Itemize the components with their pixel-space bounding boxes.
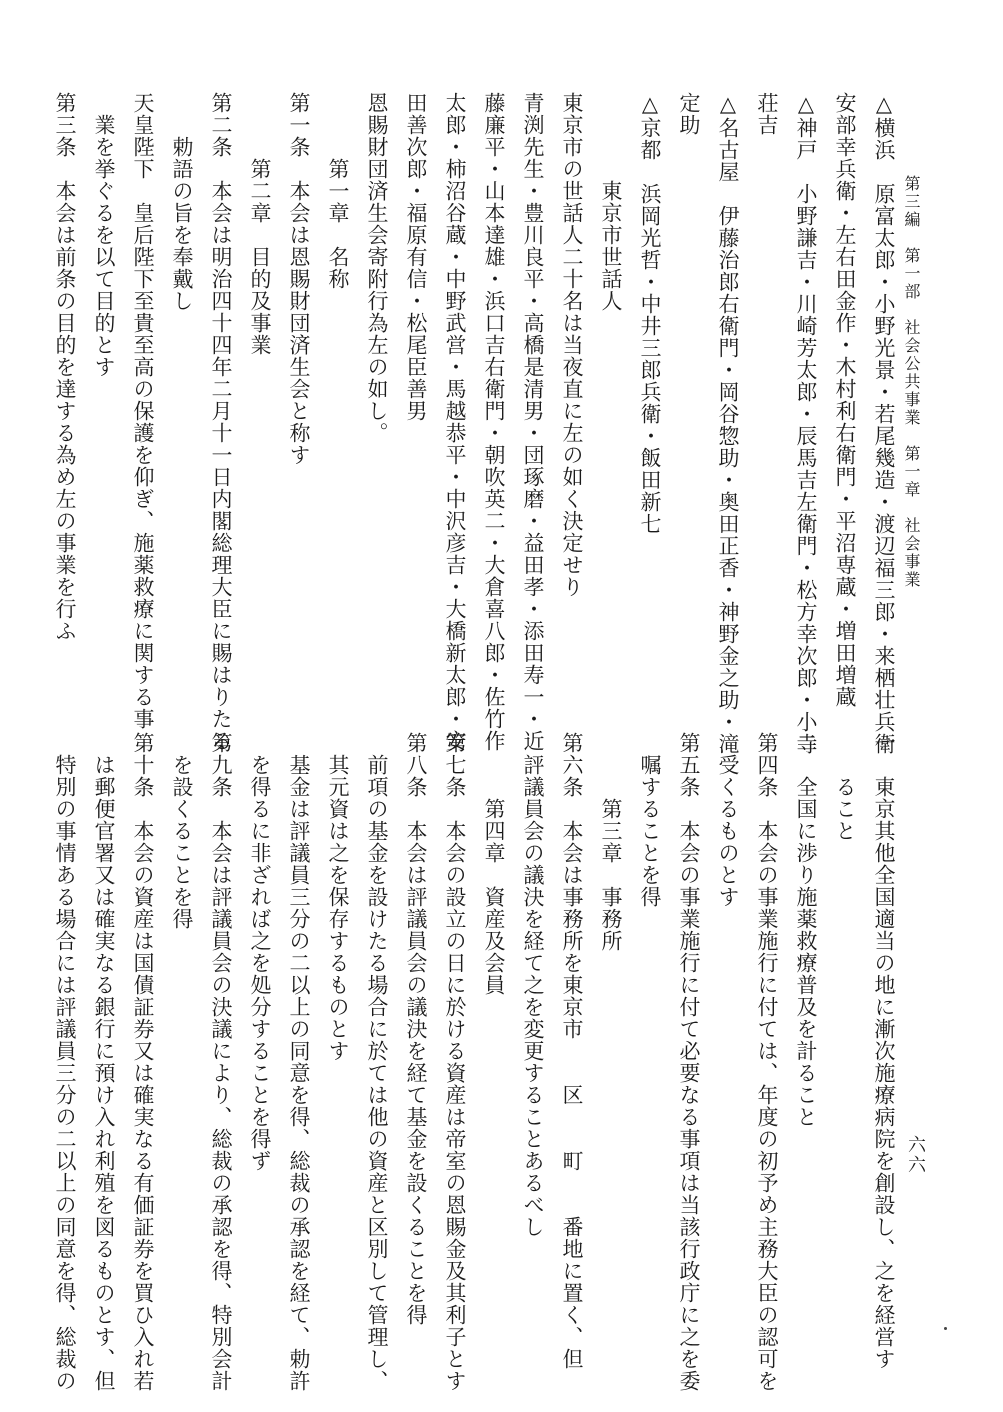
- text-line: 定助: [677, 92, 701, 136]
- text-line: 第十条 本会の資産は国債証券又は確実なる有価証券を買ひ入れ若: [131, 732, 155, 1392]
- text-line: 第一章 名称: [326, 92, 350, 290]
- text-line: 東京市の世話人二十名は当夜直に左の如く決定せり: [560, 92, 584, 598]
- text-line: 一 東京其他全国適当の地に漸次施療病院を創設し、之を経営す: [872, 732, 896, 1370]
- text-line: は郵便官署又は確実なる銀行に預け入れ利殖を図るものとす、但: [92, 732, 116, 1392]
- text-line: △神戸 小野謙吉・川崎芳太郎・辰馬吉左衛門・松方幸次郎・小寺: [794, 92, 818, 755]
- text-line: 第三条 本会は前条の目的を達する為め左の事業を行ふ: [53, 92, 77, 642]
- text-line: 東京市世話人: [599, 92, 623, 312]
- page-mark: [944, 1327, 947, 1330]
- text-line: 第五条 本会の事業施行に付て必要なる事項は当該行政庁に之を委: [677, 732, 701, 1392]
- page-number: 六六: [905, 1135, 926, 1175]
- text-line: △横浜 原富太郎・小野光景・若尾幾造・渡辺福三郎・来栖壮兵衛: [872, 92, 896, 755]
- text-line: 第七条 本会の設立の日に於ける資産は帝室の恩賜金及其利子とす: [443, 732, 467, 1392]
- text-line: 特別の事情ある場合には評議員三分の二以上の同意を得、総裁の: [53, 732, 77, 1392]
- upper-text-block: [53, 92, 903, 755]
- text-line: 嘱することを得: [638, 732, 662, 908]
- text-line: 天皇陛下 皇后陛下至貴至高の保護を仰ぎ、施薬救療に関する事: [131, 92, 155, 730]
- text-line: △京都 浜岡光哲・中井三郎兵衛・飯田新七: [638, 92, 662, 535]
- text-line: 荘吉: [755, 92, 779, 136]
- text-line: 藤廉平・山本達雄・浜口吉右衛門・朝吹英二・大倉喜八郎・佐竹作: [482, 92, 506, 752]
- text-line: 評議員会の議決を経て之を変更することあるべし: [521, 732, 545, 1238]
- text-line: 業を挙ぐるを以て目的とす: [92, 92, 116, 378]
- text-line: 第三章 事務所: [599, 732, 623, 952]
- text-line: 安部幸兵衛・左右田金作・木村利右衛門・平沼専蔵・増田増蔵: [833, 92, 857, 708]
- text-line: 第四条 本会の事業施行に付ては、年度の初予め主務大臣の認可を: [755, 732, 779, 1392]
- text-line: △名古屋 伊藤治郎右衛門・岡谷惣助・奥田正香・神野金之助・滝: [716, 92, 740, 755]
- text-line: 第四章 資産及会員: [482, 732, 506, 996]
- text-line: 青渕先生・豊川良平・高橋是清男・団琢磨・益田孝・添田寿一・近: [521, 92, 545, 752]
- text-line: 太郎・柿沼谷蔵・中野武営・馬越恭平・中沢彦吉・大橋新太郎・安: [443, 92, 467, 752]
- running-header: 第三編 第一部 社会公共事業 第一章 社会事業: [902, 175, 921, 589]
- text-line: 基金は評議員三分の二以上の同意を得、総裁の承認を経て、勅許: [287, 732, 311, 1392]
- text-line: 受くるものとす: [716, 732, 740, 908]
- text-line: 恩賜財団済生会寄附行為左の如し。: [365, 92, 389, 444]
- text-line: 第一条 本会は恩賜財団済生会と称す: [287, 92, 311, 466]
- text-line: を設くることを得: [170, 732, 194, 930]
- text-line: 前項の基金を設けたる場合に於ては他の資産と区別して管理し、: [365, 732, 389, 1392]
- text-line: 勅語の旨を奉戴し: [170, 92, 194, 312]
- lower-text-block: [53, 732, 903, 1392]
- text-line: 田善次郎・福原有信・松尾臣善男: [404, 92, 428, 422]
- text-line: 其元資は之を保存するものとす: [326, 732, 350, 1062]
- text-line: 第二章 目的及事業: [248, 92, 272, 356]
- text-line: ること: [833, 732, 857, 842]
- text-line: を得るに非ざれば之を処分することを得ず: [248, 732, 272, 1172]
- text-line: 第六条 本会は事務所を東京市 区 町 番地に置く、但: [560, 732, 584, 1370]
- text-line: 第八条 本会は評議員会の議決を経て基金を設くることを得: [404, 732, 428, 1326]
- text-line: 第九条 本会は評議員会の決議により、総裁の承認を得、特別会計: [209, 732, 233, 1392]
- text-line: 二 全国に渉り施薬救療普及を計ること: [794, 732, 818, 1128]
- text-line: 第二条 本会は明治四十四年二月十一日内閣総理大臣に賜はりたる: [209, 92, 233, 752]
